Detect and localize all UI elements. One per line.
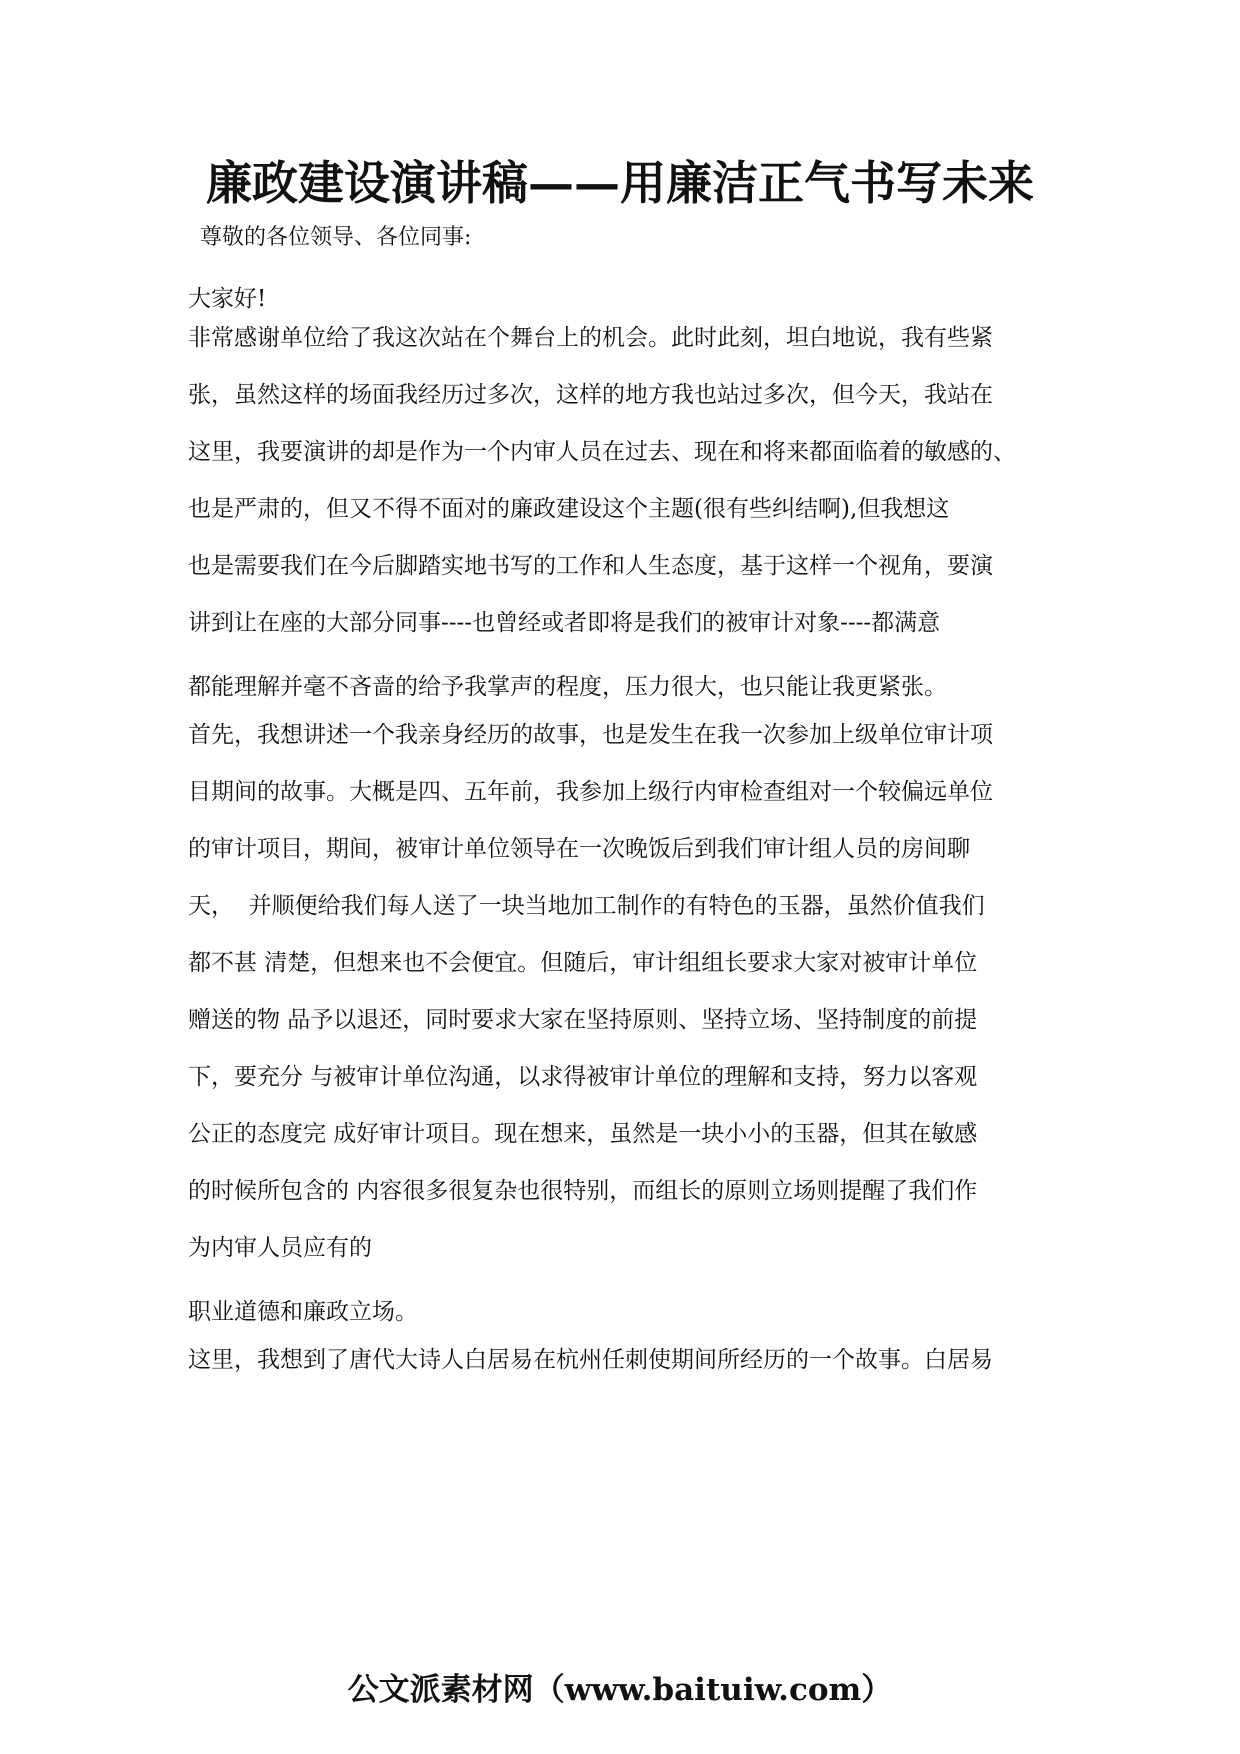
body-line: 目期间的故事。大概是四、五年前，我参加上级行内审检查组对一个较偏远单位 <box>188 779 993 805</box>
body-line: 这里，我想到了唐代大诗人白居易在杭州任刺使期间所经历的一个故事。白居易 <box>188 1347 993 1373</box>
body-line: 天， 并顺便给我们每人送了一块当地加工制作的有特色的玉器，虽然价值我们 <box>188 893 985 919</box>
body-line-greeting: 大家好! <box>188 286 267 312</box>
body-line: 都不甚 清楚，但想来也不会便宜。但随后，审计组组长要求大家对被审计单位 <box>188 950 978 976</box>
body-line: 为内审人员应有的 <box>188 1235 372 1261</box>
body-line: 公正的态度完 成好审计项目。现在想来，虽然是一块小小的玉器，但其在敏感 <box>188 1121 978 1147</box>
body-line: 张，虽然这样的场面我经历过多次，这样的地方我也站过多次，但今天，我站在 <box>188 382 993 408</box>
body-line: 的审计项目，期间，被审计单位领导在一次晚饭后到我们审计组人员的房间聊 <box>188 836 970 862</box>
body-line: 下，要充分 与被审计单位沟通，以求得被审计单位的理解和支持，努力以客观 <box>188 1064 978 1090</box>
body-line: 的时候所包含的 内容很多很复杂也很特别，而组长的原则立场则提醒了我们作 <box>188 1178 978 1204</box>
body-line: 职业道德和廉政立场。 <box>188 1299 418 1325</box>
body-line: 讲到让在座的大部分同事----也曾经或者即将是我们的被审计对象----都满意 <box>188 610 941 636</box>
body-line: 这里，我要演讲的却是作为一个内审人员在过去、现在和将来都面临着的敏感的、 <box>188 439 1016 465</box>
body-line: 都能理解并毫不吝啬的给予我掌声的程度，压力很大，也只能让我更紧张。 <box>188 674 947 700</box>
document-title: 廉政建设演讲稿——用廉洁正气书写未来 <box>206 156 1034 210</box>
body-line: 也是严肃的，但又不得不面对的廉政建设这个主题(很有些纠结啊),但我想这 <box>188 496 950 522</box>
body-line: 也是需要我们在今后脚踏实地书写的工作和人生态度，基于这样一个视角，要演 <box>188 553 993 579</box>
body-line: 非常感谢单位给了我这次站在个舞台上的机会。此时此刻，坦白地说，我有些紧 <box>188 325 993 351</box>
body-line: 首先，我想讲述一个我亲身经历的故事，也是发生在我一次参加上级单位审计项 <box>188 722 993 748</box>
footer-source: 公文派素材网（www.baituiw.com） <box>347 1672 893 1708</box>
body-line: 赠送的物 品予以退还，同时要求大家在坚持原则、坚持立场、坚持制度的前提 <box>188 1007 978 1033</box>
salutation: 尊敬的各位领导、各位同事: <box>200 225 472 250</box>
